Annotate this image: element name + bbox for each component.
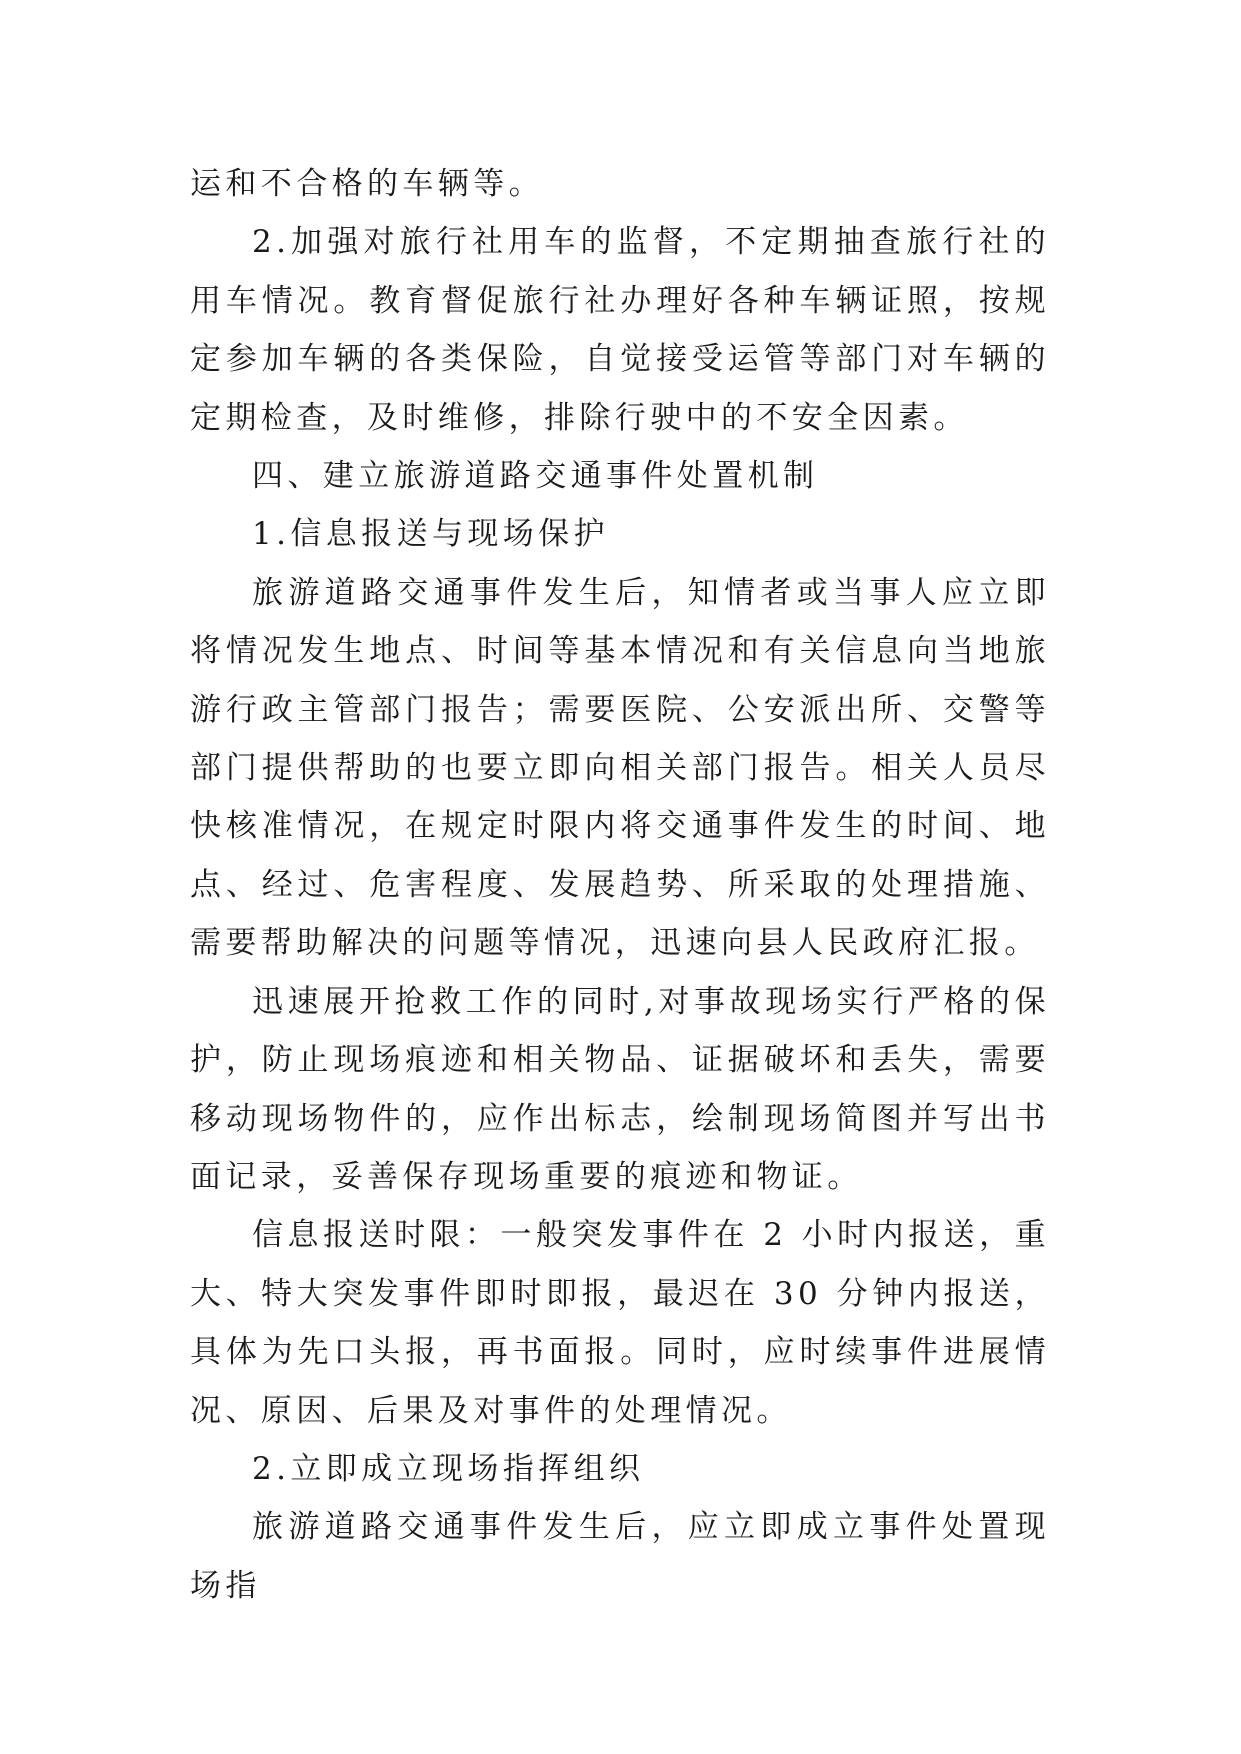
paragraph-continuation: 运和不合格的车辆等。	[190, 166, 544, 202]
paragraph-command-setup: 旅游道路交通事件发生后，应立即成立事件处置现场指	[190, 1509, 1050, 1604]
section-heading-4: 四、建立旅游道路交通事件处置机制	[252, 458, 819, 495]
paragraph-vehicle-supervision: 2.加强对旅行社用车的监督，不定期抽查旅行社的用车情况。教育督促旅行社办理好各种车辆证照，按规定参加车辆的各类保险，自觉接受运管等部门对车辆的定期检查，及时维修，排除行驶中的不安全因素。	[190, 224, 1050, 436]
paragraph-scene-protection: 迅速展开抢救工作的同时,对事故现场实行严格的保护，防止现场痕迹和相关物品、证据破坏和丢失，需要移动现场物件的，应作出标志，绘制现场简图并写出书面记录，妥善保存现场重要的痕迹和物证。	[190, 983, 1050, 1195]
paragraph-incident-reporting: 旅游道路交通事件发生后，知情者或当事人应立即将情况发生地点、时间等基本情况和有关信息向当地旅游行政主管部门报告；需要医院、公安派出所、交警等部门提供帮助的也要立即向相关部门报告。相关人员尽快核准情况，在规定时限内将交通事件发生的时间、地点、经过、危害程度、发展趋势、所采取的处理措施、需要帮助解决的问题等情况，迅速向县人民政府汇报。	[190, 574, 1050, 962]
subheading-info-reporting: 1.信息报送与现场保护	[252, 516, 609, 553]
paragraph-reporting-deadline: 信息报送时限：一般突发事件在 2 小时内报送，重大、特大突发事件即时即报，最迟在 30 分钟内报送，具体为先口头报，再书面报。同时，应时续事件进展情况、原因、后果及对事件的处理情况。	[190, 1217, 1050, 1429]
subheading-command-setup: 2.立即成立现场指挥组织	[252, 1450, 645, 1487]
document-body	[190, 155, 1050, 1615]
